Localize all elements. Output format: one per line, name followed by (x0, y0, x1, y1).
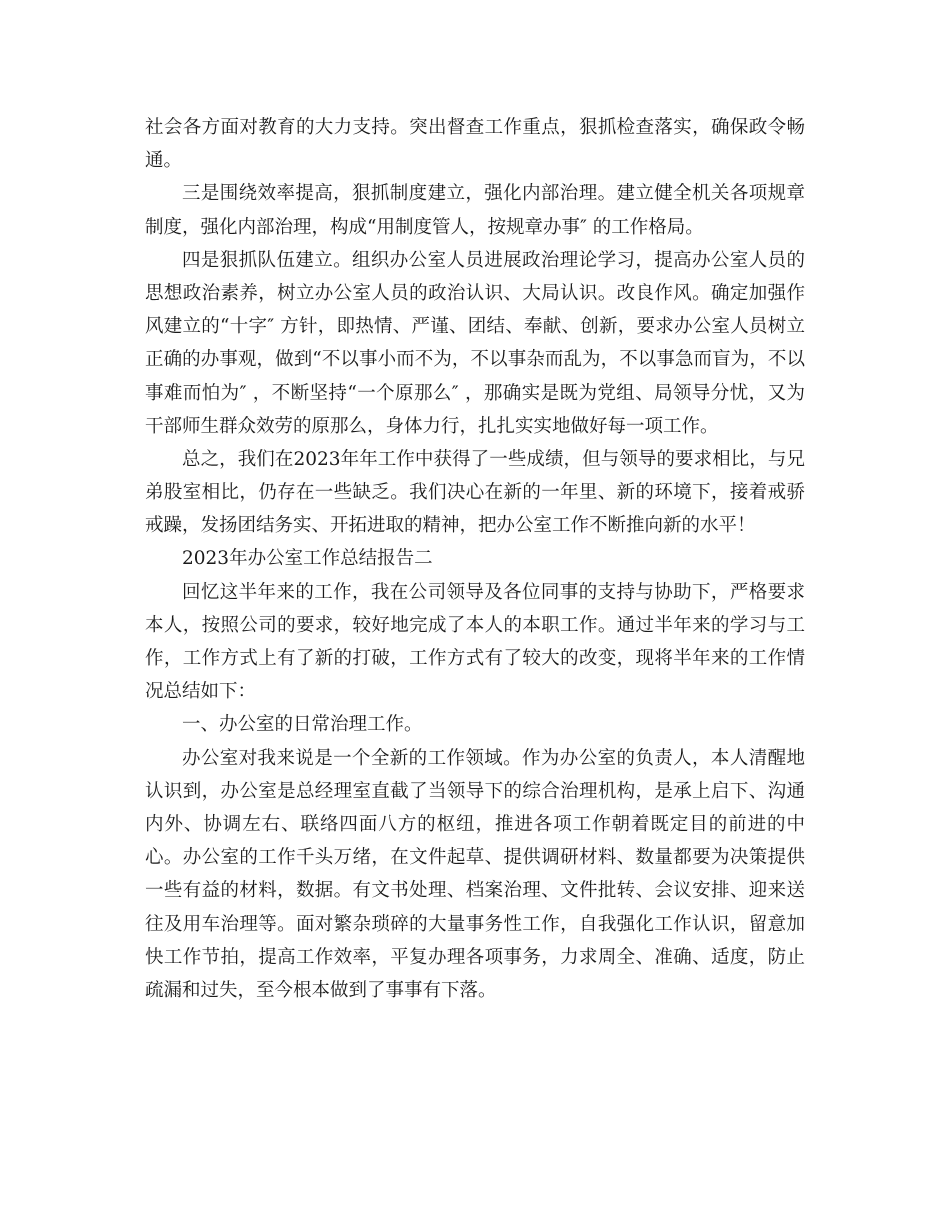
paragraph (145, 177, 805, 243)
text-line: 往及用车治理等。面对繁杂琐碎的大量事务性工作，自我强化工作认识，留意加 (145, 913, 805, 935)
text-line: 四是狠抓队伍建立。组织办公室人员进展政治理论学习，提高办公室人员的 (182, 249, 805, 271)
text-line: 正确的办事观，做到“不以事小而不为，不以事杂而乱为，不以事急而盲为，不以 (145, 349, 805, 371)
text-line: 三是围绕效率提高，狠抓制度建立，强化内部治理。建立健全机关各项规章 (182, 183, 805, 205)
paragraph (145, 244, 805, 443)
paragraph (145, 742, 805, 1008)
text-line: 干部师生群众效劳的原那么，身体力行，扎扎实实地做好每一项工作。 (145, 415, 719, 437)
text-line: 一些有益的材料，数据。有文书处理、档案治理、文件批转、会议安排、迎来送 (145, 880, 805, 902)
text-line: 快工作节拍，提高工作效率，平复办理各项事务，力求周全、准确、适度，防止 (145, 946, 805, 968)
document-body (145, 111, 805, 1007)
text-line: 风建立的“十字″ 方针，即热情、严谨、团结、奉献、创新，要求办公室人员树立 (145, 316, 805, 338)
text-line: 办公室对我来说是一个全新的工作领域。作为办公室的负责人，本人清醒地 (182, 747, 805, 769)
text-line: 戒躁，发扬团结务实、开拓进取的精神，把办公室工作不断推向新的水平！ (145, 515, 756, 537)
text-line: 本人，按照公司的要求，较好地完成了本人的本职工作。通过半年来的学习与工 (145, 614, 805, 636)
text-line: 回忆这半年来的工作，我在公司领导及各位同事的支持与协助下，严格要求 (182, 581, 805, 603)
text-line: 事难而怕为″ ，不断坚持“一个原那么″ ，那确实是既为党组、局领导分忧，又为 (145, 382, 805, 404)
paragraph (145, 708, 805, 741)
text-line: 制度，强化内部治理，构成“用制度管人，按规章办事″ 的工作格局。 (145, 216, 704, 238)
text-line: 社会各方面对教育的大力支持。突出督查工作重点，狠抓检查落实，确保政令畅 (145, 117, 805, 138)
text-line: 认识到，办公室是总经理室直截了当领导下的综合治理机构，是承上启下、沟通 (145, 780, 805, 802)
paragraph (145, 111, 805, 177)
text-line: 心。办公室的工作千头万绪，在文件起草、提供调研材料、数量都要为决策提供 (145, 847, 805, 869)
text-line: 内外、协调左右、联络四面八方的枢纽，推进各项工作朝着既定目的前进的中 (145, 813, 805, 835)
text-line: 况总结如下： (145, 681, 257, 703)
text-line: 作，工作方式上有了新的打破，工作方式有了较大的改变，现将半年来的工作情 (145, 648, 805, 669)
paragraph (145, 542, 805, 575)
paragraph (145, 443, 805, 543)
text-line: 通。 (145, 150, 183, 172)
text-line: 弟股室相比，仍存在一些缺乏。我们决心在新的一年里、新的环境下，接着戒骄 (145, 482, 805, 504)
paragraph (145, 576, 805, 709)
text-line: 一、办公室的日常治理工作。 (182, 714, 423, 736)
text-line: 2023年办公室工作总结报告二 (182, 548, 433, 570)
text-line: 思想政治素养，树立办公室人员的政治认识、大局认识。改良作风。确定加强作 (145, 282, 805, 304)
text-line: 疏漏和过失，至今根本做到了事事有下落。 (145, 979, 497, 1001)
text-line: 总之，我们在2023年年工作中获得了一些成绩，但与领导的要求相比，与兄 (182, 448, 805, 470)
